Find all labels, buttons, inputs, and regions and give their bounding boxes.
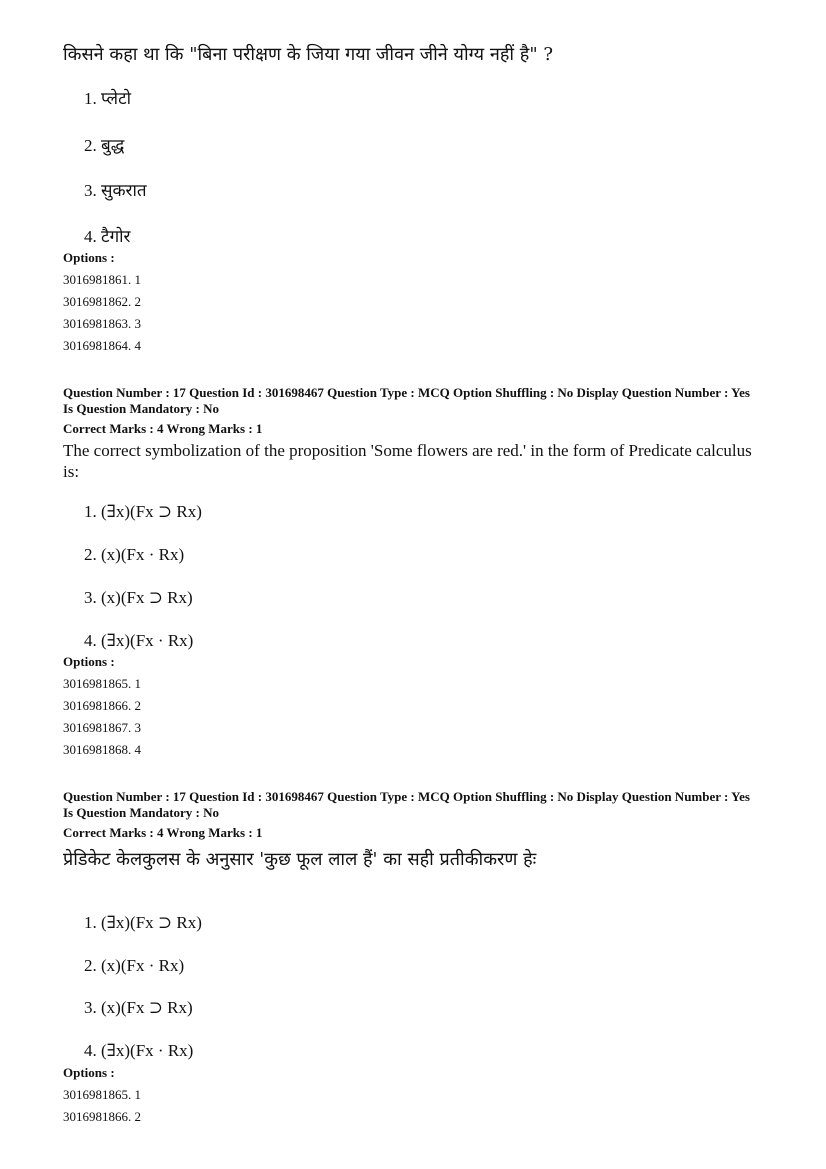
option-3: 3. (x)(Fx ⊃ Rx) xyxy=(84,588,193,607)
marks-info: Correct Marks : 4 Wrong Marks : 1 xyxy=(63,825,263,840)
question-meta: Question Number : 17 Question Id : 301698467 Question Type : MCQ Option Shuffling : No Display Question Number : Yes Is Question Mandatory : No xyxy=(63,789,750,820)
option-1: 1. (∃x)(Fx ⊃ Rx) xyxy=(84,913,202,932)
option-2: 2. (x)(Fx · Rx) xyxy=(84,545,185,564)
option-id: 3016981865. 1 xyxy=(63,1087,141,1102)
question-meta: Question Number : 17 Question Id : 301698467 Question Type : MCQ Option Shuffling : No Display Question Number : Yes Is Question Mandatory : No xyxy=(63,385,750,416)
marks-info: Correct Marks : 4 Wrong Marks : 1 xyxy=(63,421,263,436)
option-id: 3016981867. 3 xyxy=(63,720,141,735)
option-1: 1. प्लेटो xyxy=(84,89,132,108)
question-text: The correct symbolization of the proposition 'Some flowers are red.' in the form of Predicate calculus is: xyxy=(63,441,752,481)
options-label: Options : xyxy=(63,250,115,265)
option-id: 3016981866. 2 xyxy=(63,698,141,713)
option-4: 4. (∃x)(Fx · Rx) xyxy=(84,1041,194,1060)
option-3: 3. सुकरात xyxy=(84,181,147,200)
options-label: Options : xyxy=(63,1065,115,1080)
option-id: 3016981862. 2 xyxy=(63,294,141,309)
options-label: Options : xyxy=(63,654,115,669)
option-id: 3016981863. 3 xyxy=(63,316,141,331)
option-4: 4. टैगोर xyxy=(84,227,131,246)
option-id: 3016981861. 1 xyxy=(63,272,141,287)
question-text: प्रेडिकेट केलकुलस के अनुसार 'कुछ फूल लाल हैं' का सही प्रतीकीकरण हेः xyxy=(63,849,537,870)
option-id: 3016981866. 2 xyxy=(63,1109,141,1124)
option-id: 3016981864. 4 xyxy=(63,338,141,353)
option-2: 2. बुद्ध xyxy=(84,136,125,155)
question-text: किसने कहा था कि "बिना परीक्षण के जिया गया जीवन जीने योग्य नहीं है" ? xyxy=(63,44,553,65)
option-id: 3016981868. 4 xyxy=(63,742,141,757)
option-4: 4. (∃x)(Fx · Rx) xyxy=(84,631,194,650)
option-2: 2. (x)(Fx · Rx) xyxy=(84,956,185,975)
option-3: 3. (x)(Fx ⊃ Rx) xyxy=(84,998,193,1017)
option-1: 1. (∃x)(Fx ⊃ Rx) xyxy=(84,502,202,521)
option-id: 3016981865. 1 xyxy=(63,676,141,691)
